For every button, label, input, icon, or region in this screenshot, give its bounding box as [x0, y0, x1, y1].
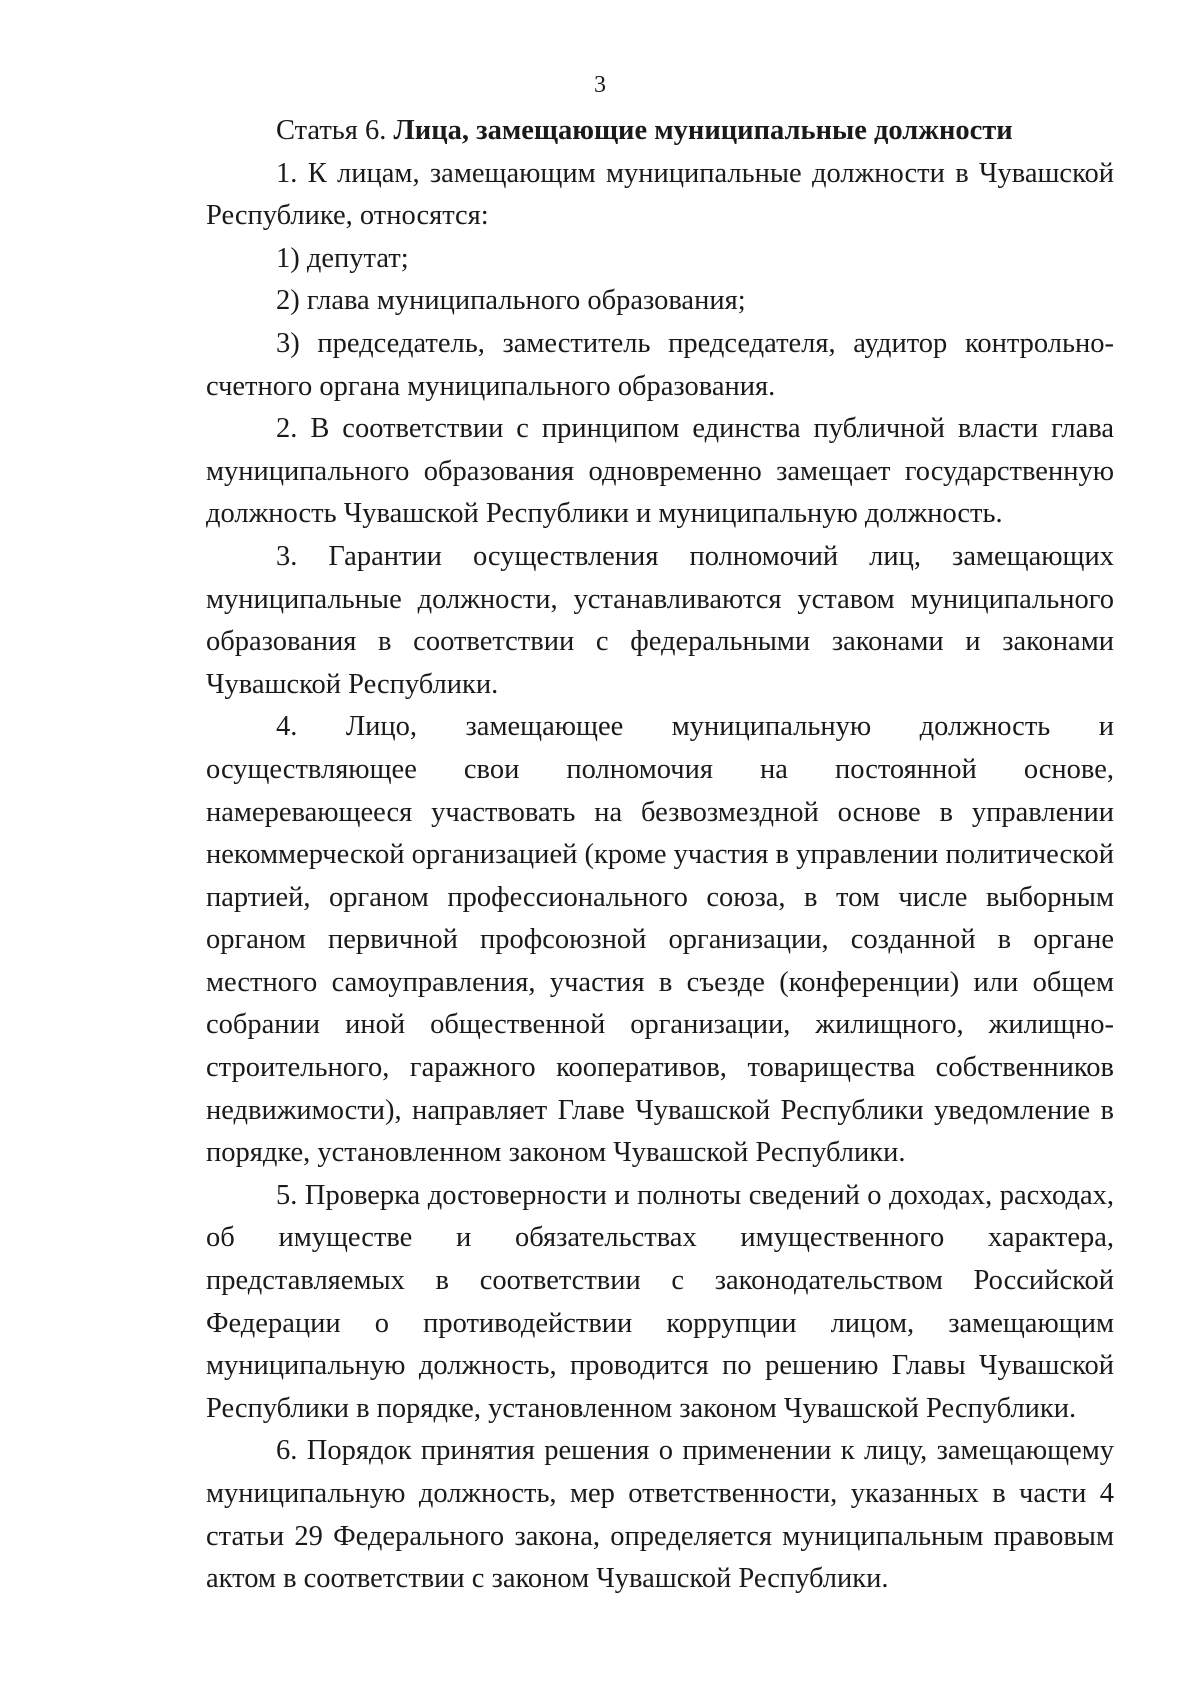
article-title: Лица, замещающие муниципальные должности [393, 115, 1013, 146]
paragraph-5: 5. Проверка достоверности и полноты сведений о доходах, расходах, об имуществе и обязательствах имущественного характера, представляемых в соответствии с законодательством Российской Федерации о противодействии коррупции лицом, замещающим муниципальную должность, проводится по решению Главы Чувашской Республики в порядке, установленном законом Чувашской Республики. [206, 1179, 1114, 1424]
article-label: Статья 6. [276, 115, 387, 146]
document-body [206, 110, 1114, 1601]
paragraph-1: 1. К лицам, замещающим муниципальные должности в Чувашской Республике, относятся: [206, 157, 1114, 232]
paragraph-3: 3. Гарантии осуществления полномочий лиц, замещающих муниципальные должности, устанавливаются уставом муниципального образования в соответствии с федеральными законами и законами Чувашской Республики. [206, 540, 1114, 700]
list-item-1: 1) депутат; [276, 242, 409, 274]
paragraph-4: 4. Лицо, замещающее муниципальную должность и осуществляющее свои полномочия на постоянной основе, намеревающееся участвовать на безвозмездной основе в управлении некоммерческой организацией (кроме участия в управлении политической партией, органом профессионального союза, в том числе выборным органом первичной профсоюзной организации, созданной в органе местного самоуправления, участия в съезде (конференции) или общем собрании иной общественной организации, жилищного, жилищно-строительного, гаражного кооперативов, товарищества собственников недвижимости), направляет Главе Чувашской Республики уведомление в порядке, установленном законом Чувашской Республики. [206, 711, 1114, 1169]
paragraph-2: 2. В соответствии с принципом единства публичной власти глава муниципального образования одновременно замещает государственную должность Чувашской Республики и муниципальную должность. [206, 413, 1114, 530]
page-number: 3 [594, 72, 606, 98]
list-item-2: 2) глава муниципального образования; [276, 285, 746, 317]
paragraph-6: 6. Порядок принятия решения о применении к лицу, замещающему муниципальную должность, мер ответственности, указанных в части 4 статьи 29 Федерального закона, определяется муниципальным правовым актом в соответствии с законом Чувашской Республики. [206, 1435, 1114, 1595]
list-item-3: 3) председатель, заместитель председателя, аудитор контрольно-счетного органа муниципального образования. [206, 327, 1114, 402]
article-heading [206, 110, 1114, 153]
